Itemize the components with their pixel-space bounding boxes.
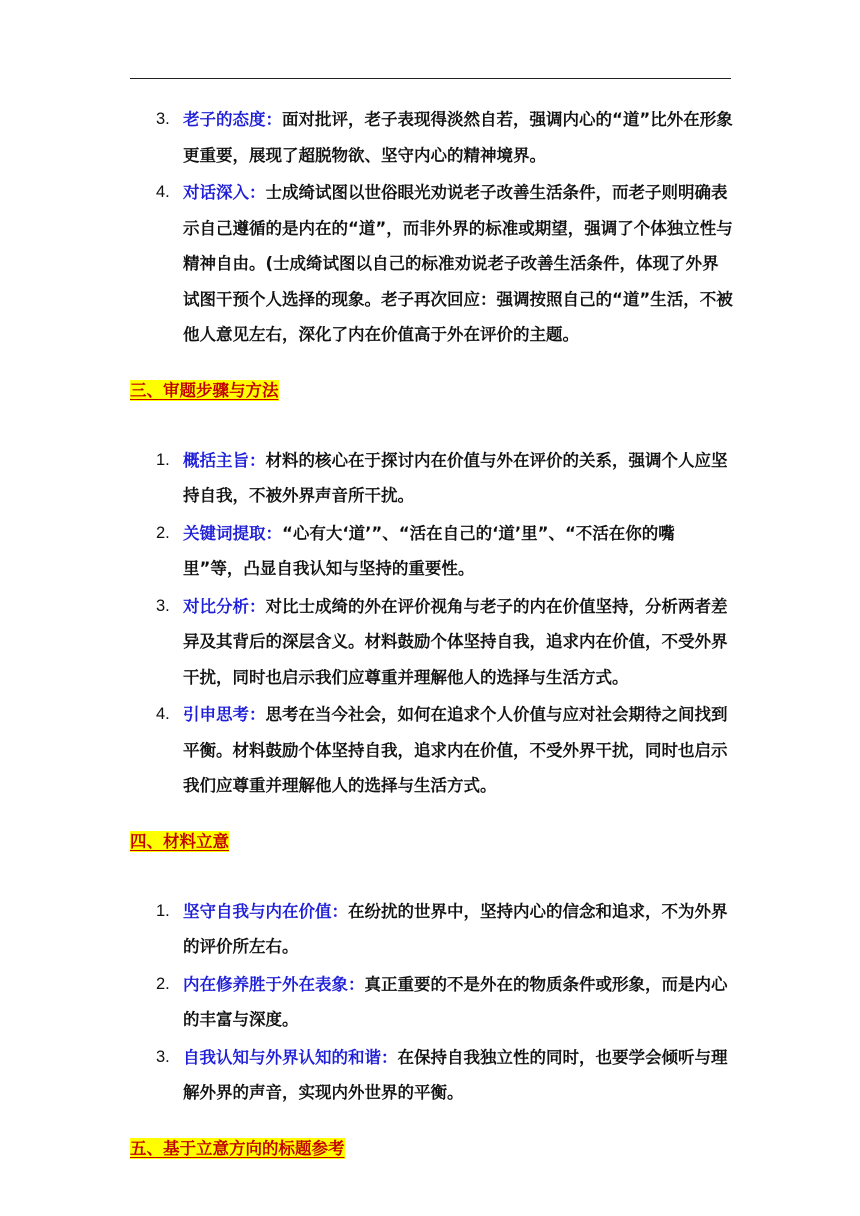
item-term: 概括主旨： [183,450,266,470]
list-item: 2. 内在修养胜于外在表象：真正重要的不是外在的物质条件或形象，而是内心的丰富与深度。 [156,974,728,1029]
item-term: 自我认知与外界认知的和谐： [183,1047,398,1067]
section-heading-3: 三、审题步骤与方法 [130,380,279,400]
list-section-3 [0,443,860,804]
list-item: 3. 自我认知与外界认知的和谐：在保持自我独立性的同时，也要学会倾听与理解外界的声音，实现内外世界的平衡。 [156,1047,728,1102]
document-body [0,102,860,1201]
list-item: 1. 概括主旨：材料的核心在于探讨内在价值与外在评价的关系，强调个人应坚持自我，不被外界声音所干扰。 [156,450,728,505]
item-term: 引申思考： [183,705,266,724]
list-item: 4. 对话深入：士成绮试图以世俗眼光劝说老子改善生活条件，而老子则明确表示自己遵循的是内在的“道”，而非外界的标准或期望，强调了个体独立性与精神自由。(士成绮试图以自己的标准劝说老子改善生活条件，体现了外界试图干预个人选择的现象。老子再次回应：强调按照自己的“道”生活，不被他人意见左右，深化了内在价值高于外在评价的主题。 [156,183,733,344]
item-text: “心有大‘道’”、“活在自己的‘道’里”、“不活在你的嘴里”等，凸显自我认知与坚持的重要性。 [183,523,675,578]
item-text: 在纷扰的世界中，坚持内心的信念和追求，不为外界的评价所左右。 [183,901,728,956]
header-rule [130,78,731,79]
list-section-2-continued [0,102,860,353]
list-item: 1. 坚守自我与内在价值：在纷扰的世界中，坚持内心的信念和追求，不为外界的评价所左右。 [156,901,728,956]
list-item: 4. 引申思考：思考在当今社会，如何在追求个人价值与应对社会期待之间找到平衡。材料鼓励个体坚持自我，追求内在价值，不受外界干扰，同时也启示我们应尊重并理解他人的选择与生活方式。 [156,705,728,795]
item-text: 士成绮试图以世俗眼光劝说老子改善生活条件，而老子则明确表示自己遵循的是内在的“道”，而非外界的标准或期望，强调了个体独立性与精神自由。(士成绮试图以自己的标准劝说老子改善生活条件，体现了外界试图干预个人选择的现象。老子再次回应：强调按照自己的“道”生活，不被他人意见左右，深化了内在价值高于外在评价的主题。 [183,183,733,344]
item-term: 对话深入： [183,183,266,202]
section-heading-4: 四、材料立意 [130,831,229,851]
item-term: 坚守自我与内在价值： [183,901,348,921]
item-text: 思考在当今社会，如何在追求个人价值与应对社会期待之间找到平衡。材料鼓励个体坚持自我，追求内在价值，不受外界干扰，同时也启示我们应尊重并理解他人的选择与生活方式。 [183,705,728,795]
list-item: 3. 对比分析：对比士成绮的外在评价视角与老子的内在价值坚持，分析两者差异及其背后的深层含义。材料鼓励个体坚持自我，追求内在价值，不受外界干扰，同时也启示我们应尊重并理解他人的选择与生活方式。 [156,596,728,687]
item-text: 真正重要的不是外在的物质条件或形象，而是内心的丰富与深度。 [183,974,728,1029]
item-text: 面对批评，老子表现得淡然自若，强调内心的“道”比外在形象更重要，展现了超脱物欲、坚守内心的精神境界。 [183,110,733,165]
item-text: 材料的核心在于探讨内在价值与外在评价的关系，强调个人应坚持自我，不被外界声音所干扰。 [183,450,728,505]
item-text: 在保持自我独立性的同时，也要学会倾听与理解外界的声音，实现内外世界的平衡。 [183,1047,728,1102]
item-text: 对比士成绮的外在评价视角与老子的内在价值坚持，分析两者差异及其背后的深层含义。材料鼓励个体坚持自我，追求内在价值，不受外界干扰，同时也启示我们应尊重并理解他人的选择与生活方式。 [183,596,728,687]
item-term: 对比分析： [183,596,266,616]
item-term: 老子的态度： [183,110,282,129]
list-section-4 [0,894,860,1111]
item-term: 内在修养胜于外在表象： [183,974,365,994]
section-heading-5: 五、基于立意方向的标题参考 [130,1138,345,1158]
list-item: 2. 关键词提取：“心有大‘道’”、“活在自己的‘道’里”、“不活在你的嘴里”等，凸显自我认知与坚持的重要性。 [156,523,675,578]
list-item: 3. 老子的态度：面对批评，老子表现得淡然自若，强调内心的“道”比外在形象更重要，展现了超脱物欲、坚守内心的精神境界。 [156,110,733,165]
item-term: 关键词提取： [183,523,282,543]
